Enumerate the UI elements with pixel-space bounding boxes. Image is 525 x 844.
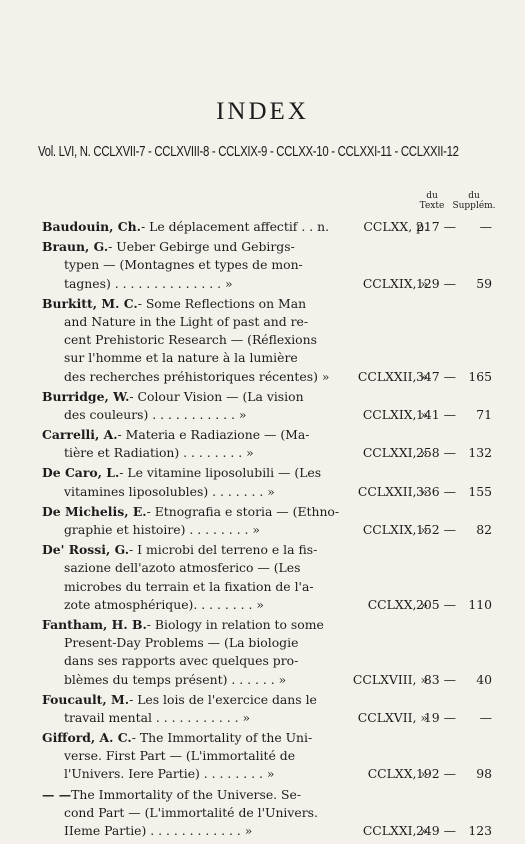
reference-page: 249 —: [416, 823, 456, 838]
entry-line: [42, 804, 492, 822]
entry-text: Present-Day Problems — (La biologie: [64, 635, 299, 651]
index-entry: [42, 729, 492, 784]
entry-line: [42, 503, 492, 521]
entry-text: - The Immortality of the Uni-: [131, 730, 313, 746]
column-head-label: du: [468, 191, 480, 201]
reference-sup: 165: [468, 368, 492, 384]
reference-sup: 155: [468, 483, 492, 499]
entry-text: microbes du terrain et la fixation de l'a-: [64, 578, 314, 594]
entry-text: - Etnografia e storia — (Ethno-: [146, 503, 340, 519]
index-entry: [42, 541, 492, 614]
entry-text: cond Part — (L'immortalité de l'Univers.: [64, 804, 318, 820]
reference-vol: CCLXVII, »: [357, 709, 428, 725]
column-head-supplement: [448, 191, 500, 211]
entry-line: [42, 596, 492, 614]
index-entry: [42, 388, 492, 424]
entry-author: Carrelli, A.: [42, 427, 118, 443]
entry-line: [42, 652, 492, 670]
entry-line: [42, 368, 492, 386]
entry-author: De Caro, L.: [42, 465, 120, 481]
entry-line: [42, 444, 492, 462]
reference-page: 83 —: [423, 671, 456, 687]
entry-text: - Materia e Radiazione — (Ma-: [117, 427, 310, 443]
entry-line: [42, 275, 492, 293]
column-head-texte: [414, 191, 450, 211]
index-entry: [42, 786, 492, 841]
entry-text: dans ses rapports avec quelques pro-: [64, 653, 299, 669]
index-entry: [42, 691, 492, 727]
page-title: INDEX: [216, 98, 309, 125]
reference-sup: 59: [476, 275, 492, 291]
index-entry: [42, 238, 492, 293]
entry-text: - Ueber Gebirge und Gebirgs-: [108, 239, 295, 255]
entry-author: Braun, G.: [42, 239, 109, 255]
entry-line: [42, 295, 492, 313]
column-head-label: Texte: [419, 201, 445, 211]
entry-text: des recherches préhistoriques récentes) »: [64, 368, 330, 384]
entry-line: [42, 747, 492, 765]
entry-text: tagnes) . . . . . . . . . . . . . . »: [64, 275, 233, 291]
reference-page: 205 —: [416, 596, 456, 612]
reference-vol: CCLXXI, »: [362, 823, 428, 838]
entry-text: - Some Reflections on Man: [137, 295, 307, 311]
entry-text: zote atmosphérique). . . . . . . . »: [64, 596, 264, 612]
entry-text: - Le déplacement affectif . . n.: [140, 219, 330, 234]
entry-line: [42, 256, 492, 274]
entry-text: and Nature in the Light of past and re-: [64, 313, 309, 329]
index-entry: [42, 218, 492, 236]
entry-line: [42, 388, 492, 406]
entry-text: The Immortality of the Universe. Se-: [71, 786, 302, 802]
reference-sup: 132: [468, 445, 492, 461]
entry-line: [42, 426, 492, 444]
index-entry: [42, 295, 492, 386]
entry-line: [42, 578, 492, 596]
reference-sup: 123: [468, 823, 492, 838]
entry-author: De' Rossi, G.: [42, 542, 130, 558]
reference-sup: 110: [468, 596, 492, 612]
entry-author: Fantham, H. B.: [42, 616, 147, 632]
entry-line: [42, 559, 492, 577]
entry-line: [42, 406, 492, 424]
reference-vol: CCLXX, »: [367, 766, 428, 782]
reference-sup: 98: [476, 766, 492, 782]
reference-sup: 82: [476, 522, 492, 537]
reference-sup: 71: [476, 406, 492, 422]
entry-text: blèmes du temps présent) . . . . . . »: [64, 671, 287, 687]
reference-vol: CCLXXI, »: [362, 445, 428, 461]
entry-author: De Michelis, E.: [42, 503, 147, 519]
entry-text: tière et Radiation) . . . . . . . . »: [64, 445, 254, 461]
entry-text: - Les lois de l'exercice dans le: [129, 691, 317, 707]
volume-line: Vol. LVI, N. CCLXVII-7 - CCLXVIII-8 - CCLXIX-9 - CCLXX-10 - CCLXXI-11 - CCLXXII-12: [38, 143, 459, 160]
entry-line: [42, 483, 492, 501]
reference-page: 336 —: [416, 483, 456, 499]
reference-page: 258 —: [416, 445, 456, 461]
entry-line: [42, 238, 492, 256]
reference-vol: CCLXVIII, »: [352, 671, 428, 687]
index-entry: [42, 616, 492, 689]
reference-page: 192 —: [416, 766, 456, 782]
entry-line: [42, 464, 492, 482]
entry-author: Gifford, A. C.: [42, 730, 132, 746]
reference-vol: CCLXIX, »: [362, 522, 428, 537]
entry-line: [42, 331, 492, 349]
entry-text: - I microbi del terreno e la fis-: [129, 542, 318, 558]
entry-text: typen — (Montagnes et types de mon-: [64, 257, 303, 273]
entry-text: des couleurs) . . . . . . . . . . . »: [64, 406, 247, 422]
entry-line: [42, 709, 492, 727]
entry-text: vitamines liposolubles) . . . . . . . »: [64, 483, 275, 499]
entry-line: [42, 349, 492, 367]
column-head-label: Supplém.: [452, 201, 496, 211]
reference-vol: CCLXXII, »: [357, 483, 428, 499]
reference-vol: CCLXX, p.: [363, 219, 428, 234]
reference-sup: —: [479, 709, 492, 725]
reference-vol: CCLXIX, »: [362, 275, 428, 291]
entry-author: Foucault, M.: [42, 691, 130, 707]
entry-text: sazione dell'azoto atmosferico — (Les: [64, 560, 301, 576]
entry-text: - Colour Vision — (La vision: [129, 388, 304, 404]
entry-text: travail mental . . . . . . . . . . . »: [64, 709, 251, 725]
index-entry: [42, 464, 492, 500]
reference-sup: 40: [476, 671, 492, 687]
reference-page: 19 —: [423, 709, 456, 725]
reference-page: 217 —: [416, 219, 456, 234]
entry-line: [42, 786, 492, 804]
column-head-label: du: [426, 191, 438, 201]
reference-vol: CCLXX, »: [367, 596, 428, 612]
entry-text: graphie et histoire) . . . . . . . . »: [64, 522, 260, 537]
entry-line: [42, 313, 492, 331]
reference-vol: CCLXXII, »: [357, 368, 428, 384]
entry-text: - Le vitamine liposolubili — (Les: [119, 465, 322, 481]
reference-sup: —: [479, 219, 492, 234]
entry-author: Burridge, W.: [42, 388, 130, 404]
entry-text: IIeme Partie) . . . . . . . . . . . . »: [64, 823, 253, 838]
entry-text: sur l'homme et la nature à la lumière: [64, 350, 298, 366]
entry-line: [42, 822, 492, 840]
entry-author: Burkitt, M. C.: [42, 295, 138, 311]
entry-text: - Biology in relation to some: [146, 616, 324, 632]
entry-author: — —: [42, 786, 72, 802]
entry-line: [42, 634, 492, 652]
reference-page: 347 —: [416, 368, 456, 384]
entry-line: [42, 671, 492, 689]
entry-line: [42, 218, 492, 236]
entry-line: [42, 541, 492, 559]
reference-page: 141 —: [416, 406, 456, 422]
entry-line: [42, 616, 492, 634]
entry-line: [42, 765, 492, 783]
reference-page: 152 —: [416, 522, 456, 537]
index-entries: [42, 218, 492, 842]
entry-line: [42, 521, 492, 539]
entry-text: cent Prehistoric Research — (Réflexions: [64, 332, 317, 348]
entry-line: [42, 729, 492, 747]
entry-text: verse. First Part — (L'immortalité de: [64, 748, 296, 764]
entry-author: Baudouin, Ch.: [42, 219, 141, 234]
index-entry: [42, 503, 492, 539]
reference-vol: CCLXIX, »: [362, 406, 428, 422]
reference-page: 129 —: [416, 275, 456, 291]
index-entry: [42, 426, 492, 462]
entry-line: [42, 691, 492, 709]
entry-text: l'Univers. Iere Partie) . . . . . . . . »: [64, 766, 275, 782]
